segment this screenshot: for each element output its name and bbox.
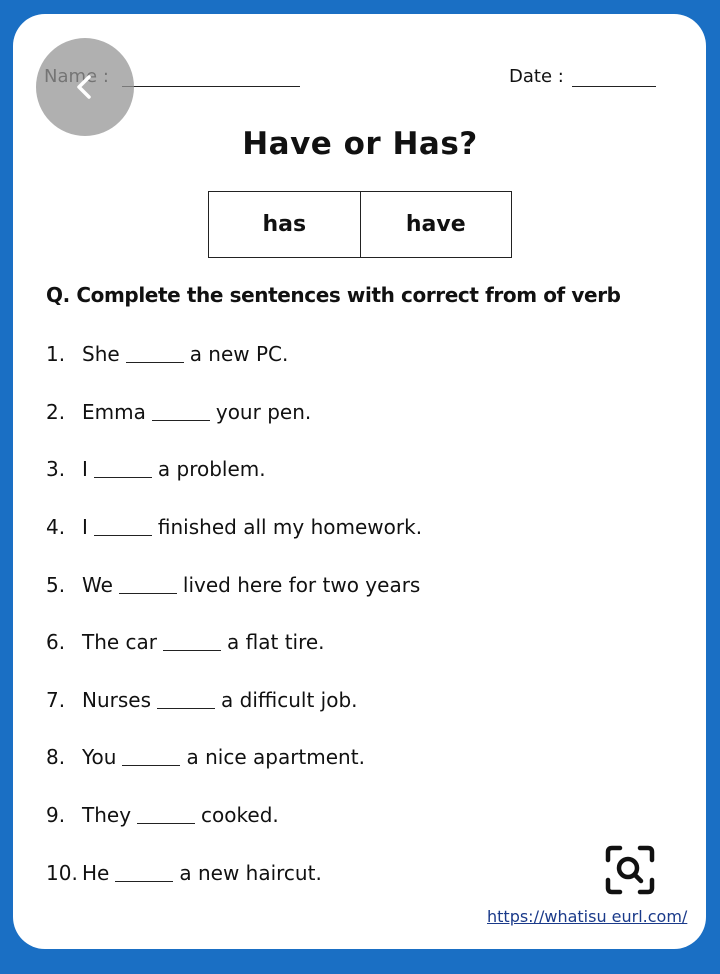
source-link[interactable]: https://whatisu eurl.com/ <box>487 907 688 926</box>
list-item: 1. She a new PC. <box>46 342 289 366</box>
answer-blank <box>94 521 152 536</box>
list-item: 5. We lived here for two years <box>46 573 421 597</box>
date-label: Date : <box>509 66 564 87</box>
answer-blank <box>157 694 215 709</box>
list-item: 8. You a nice apartment. <box>46 745 365 769</box>
answer-blank <box>122 751 180 766</box>
word-box <box>208 191 512 258</box>
answer-blank <box>126 348 184 363</box>
list-item: 7. Nurses a difficult job. <box>46 688 358 712</box>
word-option-have: have <box>360 192 512 257</box>
question-instruction: Q. Complete the sentences with correct from of verb <box>46 283 621 307</box>
answer-blank <box>119 579 177 594</box>
list-item: 4. I finished all my homework. <box>46 515 423 539</box>
list-item: 3. I a problem. <box>46 457 266 481</box>
worksheet-title: Have or Has? <box>242 126 478 162</box>
list-item: 6. The car a flat tire. <box>46 630 325 654</box>
back-button[interactable] <box>36 38 134 136</box>
chevron-left-icon <box>70 72 100 102</box>
word-option-has: has <box>262 212 307 237</box>
list-item: 10. He a new haircut. <box>46 861 322 885</box>
date-line <box>572 86 656 87</box>
answer-blank <box>94 463 152 478</box>
image-search-icon <box>604 844 656 896</box>
list-item: 2. Emma your pen. <box>46 400 312 424</box>
answer-blank <box>152 406 210 421</box>
answer-blank <box>137 809 195 824</box>
answer-blank <box>115 867 173 882</box>
answer-blank <box>163 636 221 651</box>
list-item: 9. They cooked. <box>46 803 279 827</box>
name-line <box>122 86 300 87</box>
